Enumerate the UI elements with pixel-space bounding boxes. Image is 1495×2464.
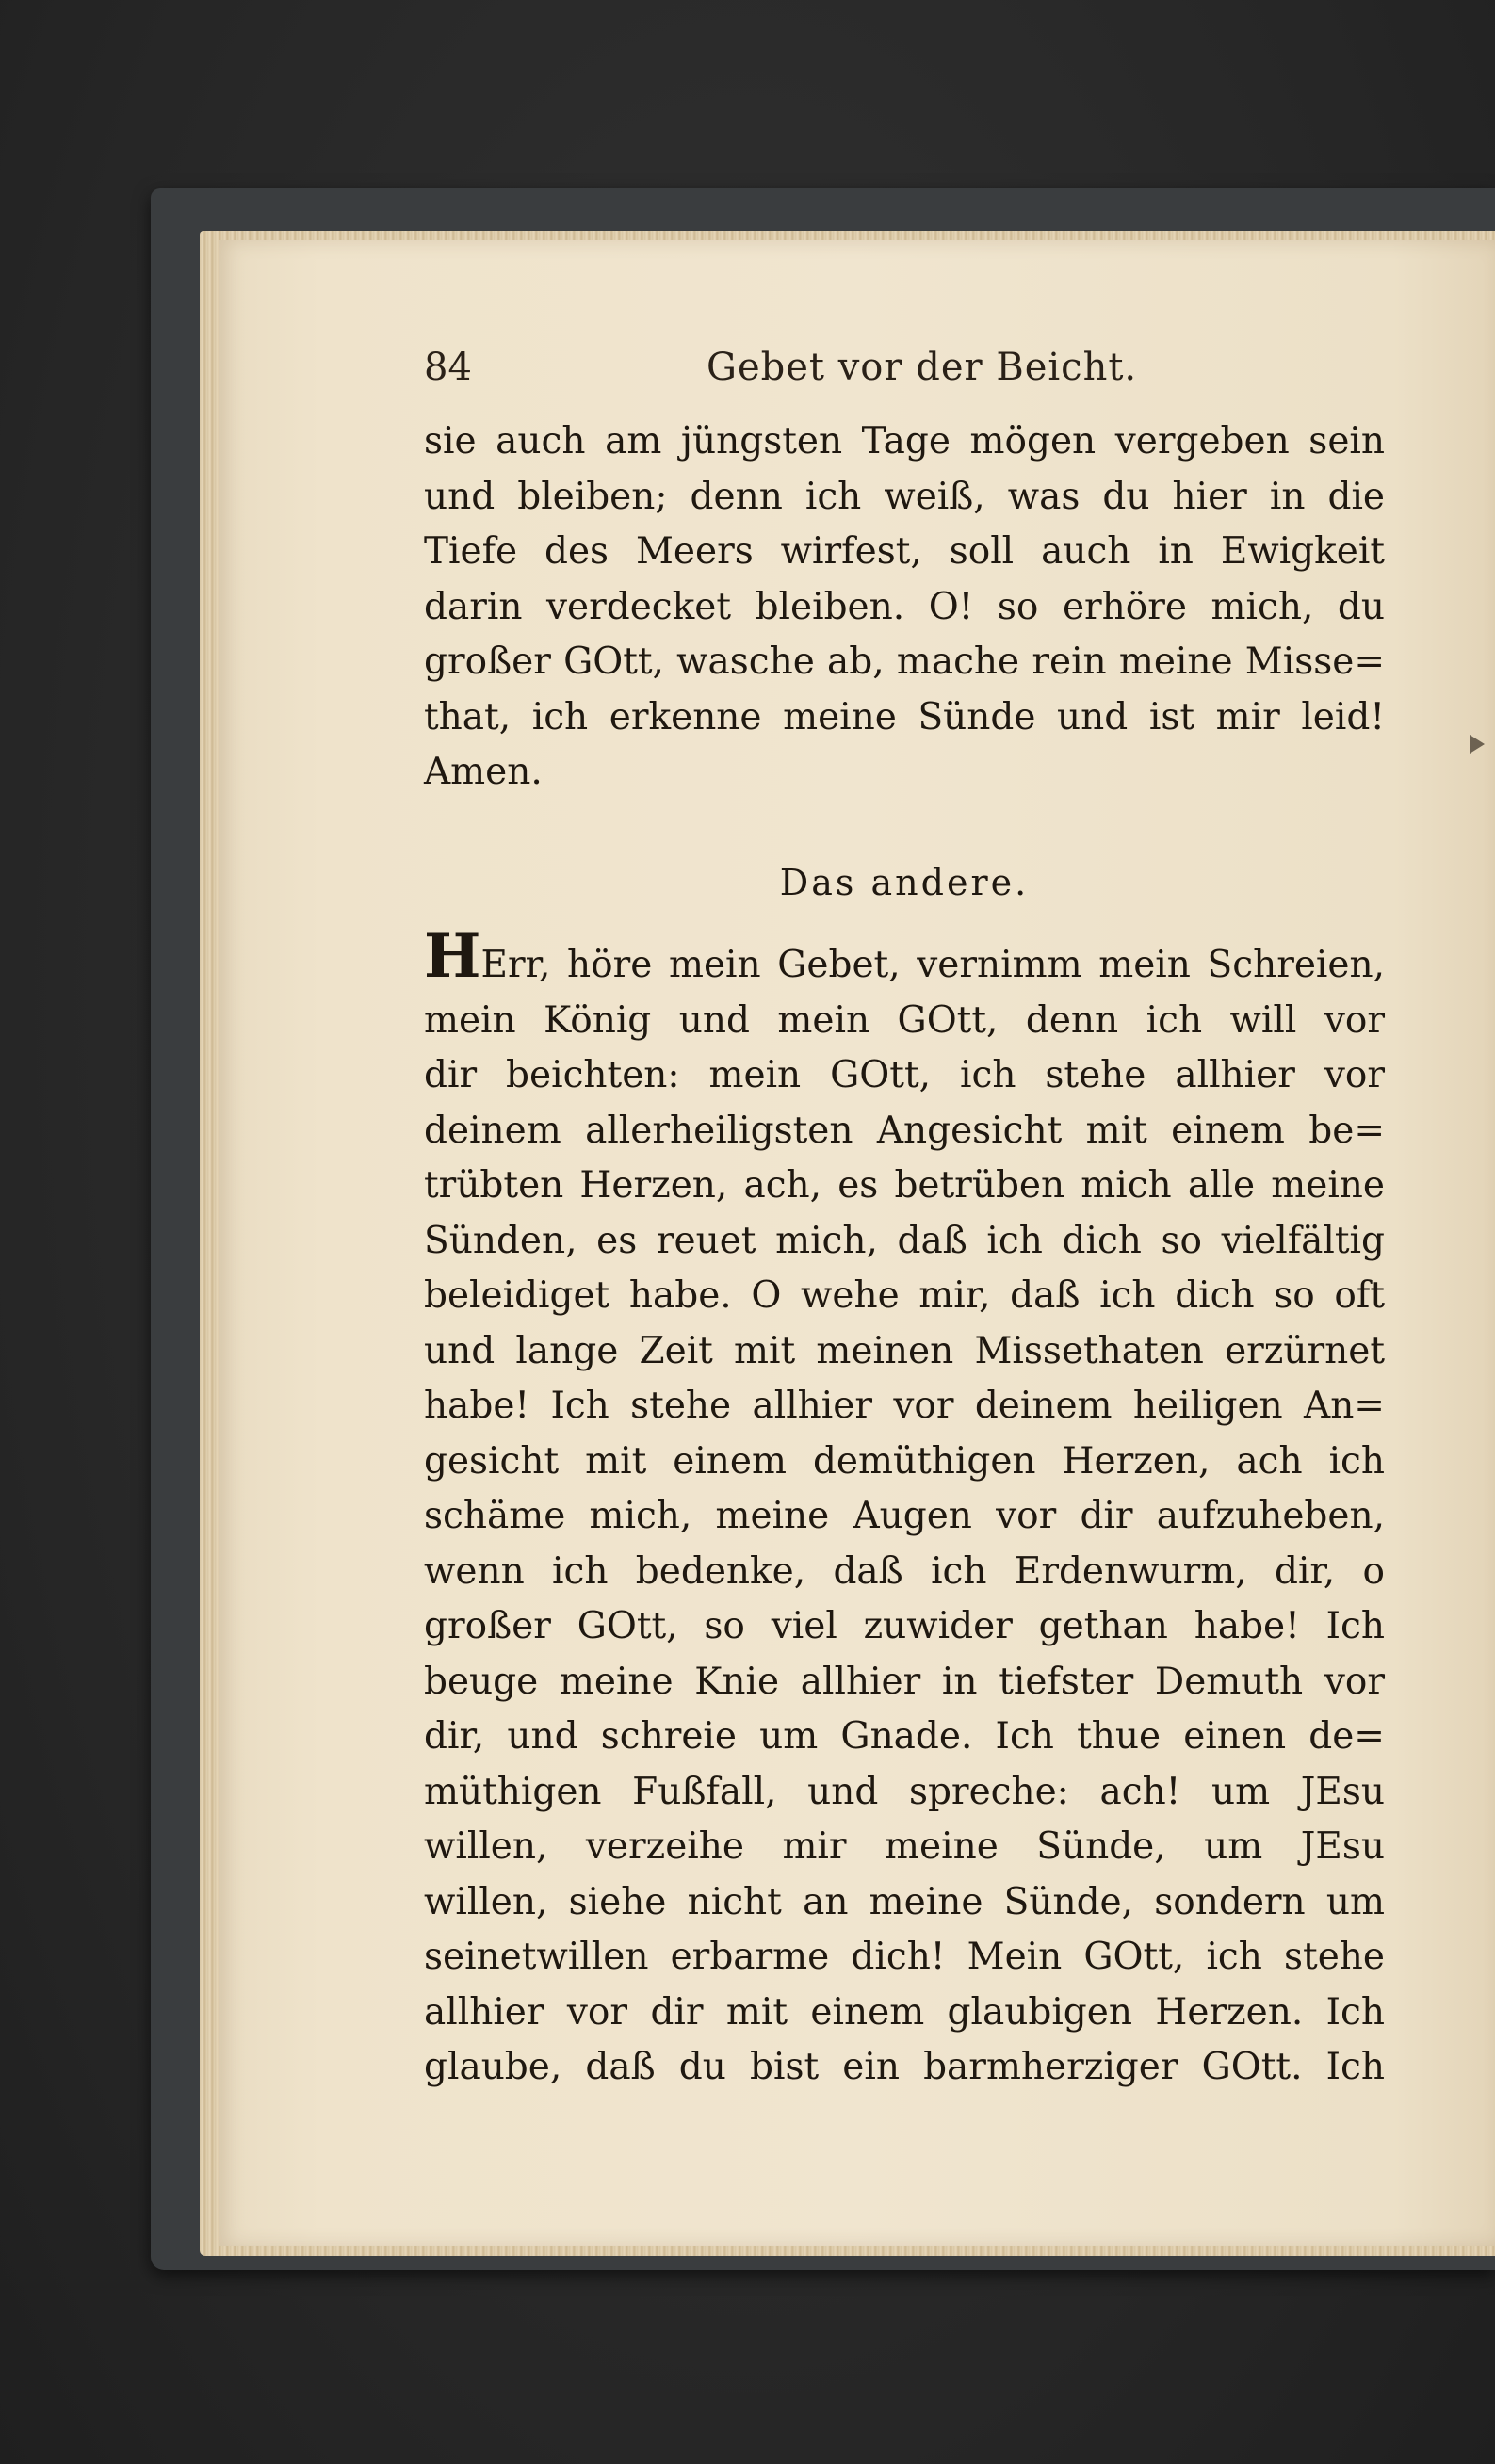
text-line: wenn ich bedenke, daß ich Erdenwurm, dir, o: [424, 1549, 1385, 1593]
section-title: Das andere.: [779, 861, 1030, 903]
running-title: Gebet vor der Beicht.: [707, 346, 1138, 389]
text-line: that, ich erkenne meine Sünde und ist mir leid!: [424, 695, 1385, 738]
text-line: beleidiget habe. O wehe mir, daß ich dich so oft: [424, 1274, 1385, 1317]
text-line: seinetwillen erbarme dich! Mein GOtt, ich stehe: [424, 1936, 1385, 1978]
text-line: beuge meine Knie allhier in tiefster Demuth vor: [424, 1660, 1385, 1703]
text-line: willen, verzeihe mir meine Sünde, um JEsu: [424, 1825, 1385, 1868]
first-line: [424, 921, 1385, 994]
text-line: mein König und mein GOtt, denn ich will vor: [424, 998, 1385, 1042]
text-line: Tiefe des Meers wirfest, soll auch in Ewigkeit: [424, 530, 1385, 573]
text-line: glaube, daß du bist ein barmherziger GOtt. Ich: [424, 2046, 1385, 2088]
body-text: [424, 414, 1385, 2096]
text-line: sie auch am jüngsten Tage mögen vergeben sein: [424, 420, 1385, 462]
text-line: Amen.: [424, 751, 543, 793]
text-line: habe! Ich stehe allhier vor deinem heiligen An=: [424, 1385, 1385, 1427]
text-line: müthigen Fußfall, und spreche: ach! um JEsu: [424, 1770, 1385, 1813]
text-line: und bleiben; denn ich weiß, was du hier in die: [424, 475, 1385, 518]
text-line: schäme mich, meine Augen vor dir aufzuheben,: [424, 1495, 1385, 1537]
text-line: dir beichten: mein GOtt, ich stehe allhier vor: [424, 1054, 1385, 1096]
text-line: und lange Zeit mit meinen Missethaten erzürnet: [424, 1329, 1385, 1372]
page-number: 84: [424, 346, 472, 389]
text-line: gesicht mit einem demüthigen Herzen, ach ich: [424, 1439, 1385, 1483]
drop-cap: H: [424, 921, 481, 992]
text-line: deinem allerheiligsten Angesicht mit einem be=: [424, 1109, 1385, 1152]
text-line: großer GOtt, wasche ab, mache rein meine Misse=: [424, 640, 1385, 683]
text-line: Sünden, es reuet mich, daß ich dich so vielfältig: [424, 1219, 1385, 1262]
text-line: dir, und schreie um Gnade. Ich thue einen de=: [424, 1715, 1385, 1758]
first-line-text: Err, höre mein Gebet, vernimm mein Schreien,: [480, 944, 1385, 986]
page-marker-icon: [1470, 735, 1485, 754]
text-line: großer GOtt, so viel zuwider gethan habe! Ich: [424, 1605, 1385, 1647]
page-header: [424, 339, 1385, 396]
text-line: trübten Herzen, ach, es betrüben mich alle meine: [424, 1164, 1385, 1207]
text-line: darin verdecket bleiben. O! so erhöre mich, du: [424, 585, 1385, 628]
text-line: willen, siehe nicht an meine Sünde, sondern um: [424, 1880, 1385, 1923]
text-line: allhier vor dir mit einem glaubigen Herzen. Ich: [424, 1990, 1385, 2034]
